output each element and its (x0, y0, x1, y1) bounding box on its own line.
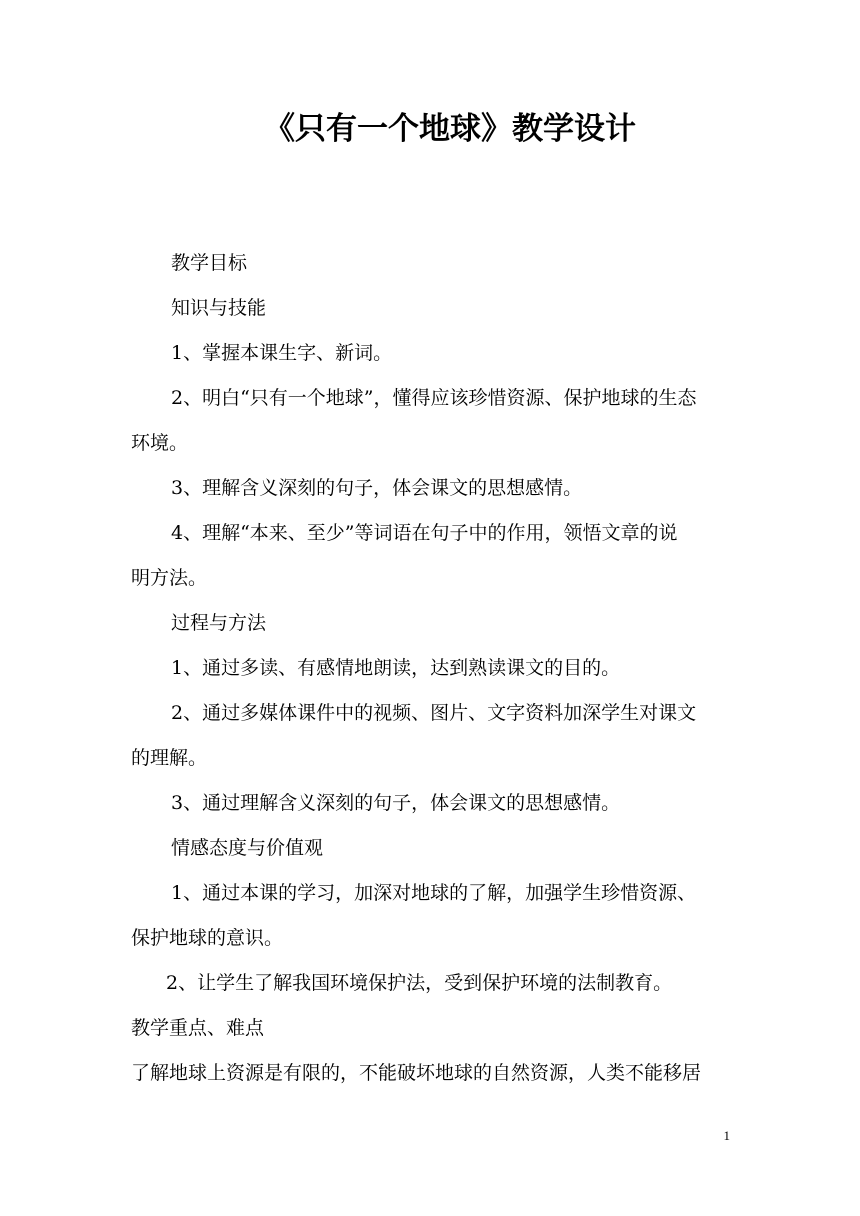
paragraph-line: 1、掌握本课生字、新词。 (171, 342, 393, 364)
paragraph-line: 2、明白“只有一个地球”，懂得应该珍惜资源、保护地球的生态 (171, 387, 697, 409)
paragraph-line: 1、通过本课的学习，加深对地球的了解，加强学生珍惜资源、 (171, 882, 697, 904)
page-number: 1 (723, 1128, 730, 1143)
paragraph-line: 2、让学生了解我国环境保护法，受到保护环境的法制教育。 (166, 972, 673, 994)
subheading-emotion-values: 情感态度与价值观 (171, 837, 324, 859)
section-heading-teaching-goals: 教学目标 (171, 252, 248, 274)
paragraph-line: 3、理解含义深刻的句子，体会课文的思想感情。 (171, 477, 583, 499)
paragraph-line: 的理解。 (131, 747, 208, 769)
paragraph-line: 1、通过多读、有感情地朗读，达到熟读课文的目的。 (171, 657, 621, 679)
paragraph-line: 保护地球的意识。 (131, 927, 284, 949)
subheading-knowledge-skills: 知识与技能 (171, 297, 267, 319)
paragraph-line: 明方法。 (131, 567, 208, 589)
subheading-process-methods: 过程与方法 (171, 612, 267, 634)
paragraph-line: 2、通过多媒体课件中的视频、图片、文字资料加深学生对课文 (171, 702, 697, 724)
page-title: 《只有一个地球》教学设计 (264, 111, 636, 147)
paragraph-line: 4、理解“本来、至少”等词语在句子中的作用，领悟文章的说 (171, 522, 678, 544)
section-heading-key-points: 教学重点、难点 (131, 1017, 265, 1039)
paragraph-line: 环境。 (131, 432, 189, 454)
paragraph-line: 3、通过理解含义深刻的句子，体会课文的思想感情。 (171, 792, 621, 814)
paragraph-line: 了解地球上资源是有限的，不能破坏地球的自然资源，人类不能移居 (131, 1062, 702, 1084)
